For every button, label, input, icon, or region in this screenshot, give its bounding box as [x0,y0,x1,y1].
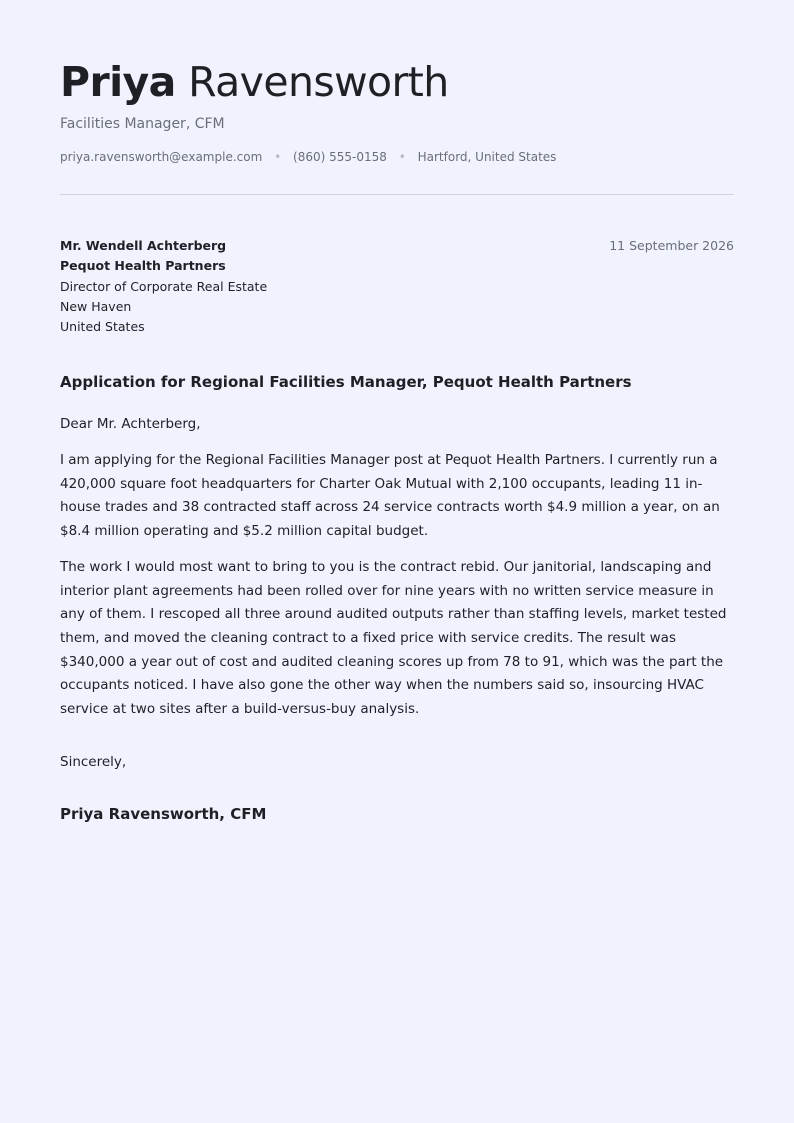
letter-header [60,58,734,164]
applicant-title: Facilities Manager, CFM [60,116,225,132]
body-paragraph: I am applying for the Regional Facilities Manager post at Pequot Health Partners. I currently run a 420,000 square foot headquarters for Charter Oak Mutual with 2,100 occupants, leading 11 in-house trades and 38 contracted staff across 24 service contracts worth $4.9 million a year, on an $8.4 million operating and $5.2 million capital budget. [60,452,720,540]
closing: Sincerely, [60,754,127,770]
letter-body [60,449,736,734]
contact-separator: • [398,150,406,164]
letter-subject: Application for Regional Facilities Manager, Pequot Health Partners [60,373,632,391]
contact-email[interactable]: priya.ravensworth@example.com [60,150,263,164]
contact-line [60,150,734,164]
letter-date: 11 September 2026 [609,238,734,253]
body-paragraph: The work I would most want to bring to you is the contract rebid. Our janitorial, landscaping and interior plant agreements had been rolled over for nine years with no written service measure in any of them. I rescoped all three around audited outputs rather than staffing levels, market tested them, and moved the cleaning contract to a fixed price with service credits. The result was $340,000 a year out of cost and audited cleaning scores up from 78 to 91, which was the part the occupants noticed. I have also gone the other way when the numbers said so, insourcing HVAC service at two sites after a build-versus-buy analysis. [60,558,727,718]
recipient-country: United States [60,319,145,335]
applicant-first-name: Priya [60,58,176,106]
contact-phone[interactable]: (860) 555-0158 [293,150,387,164]
applicant-last-name: Ravensworth [188,58,449,106]
header-divider [60,194,734,195]
recipient-role: Director of Corporate Real Estate [60,278,268,294]
applicant-name [60,58,734,106]
recipient-city: New Haven [60,298,132,314]
recipient-block [60,236,267,337]
recipient-name: Mr. Wendell Achterberg [60,238,227,253]
contact-separator: • [274,150,282,164]
recipient-company: Pequot Health Partners [60,258,226,274]
signature: Priya Ravensworth, CFM [60,805,267,823]
salutation: Dear Mr. Achterberg, [60,416,201,432]
contact-location: Hartford, United States [417,150,557,164]
